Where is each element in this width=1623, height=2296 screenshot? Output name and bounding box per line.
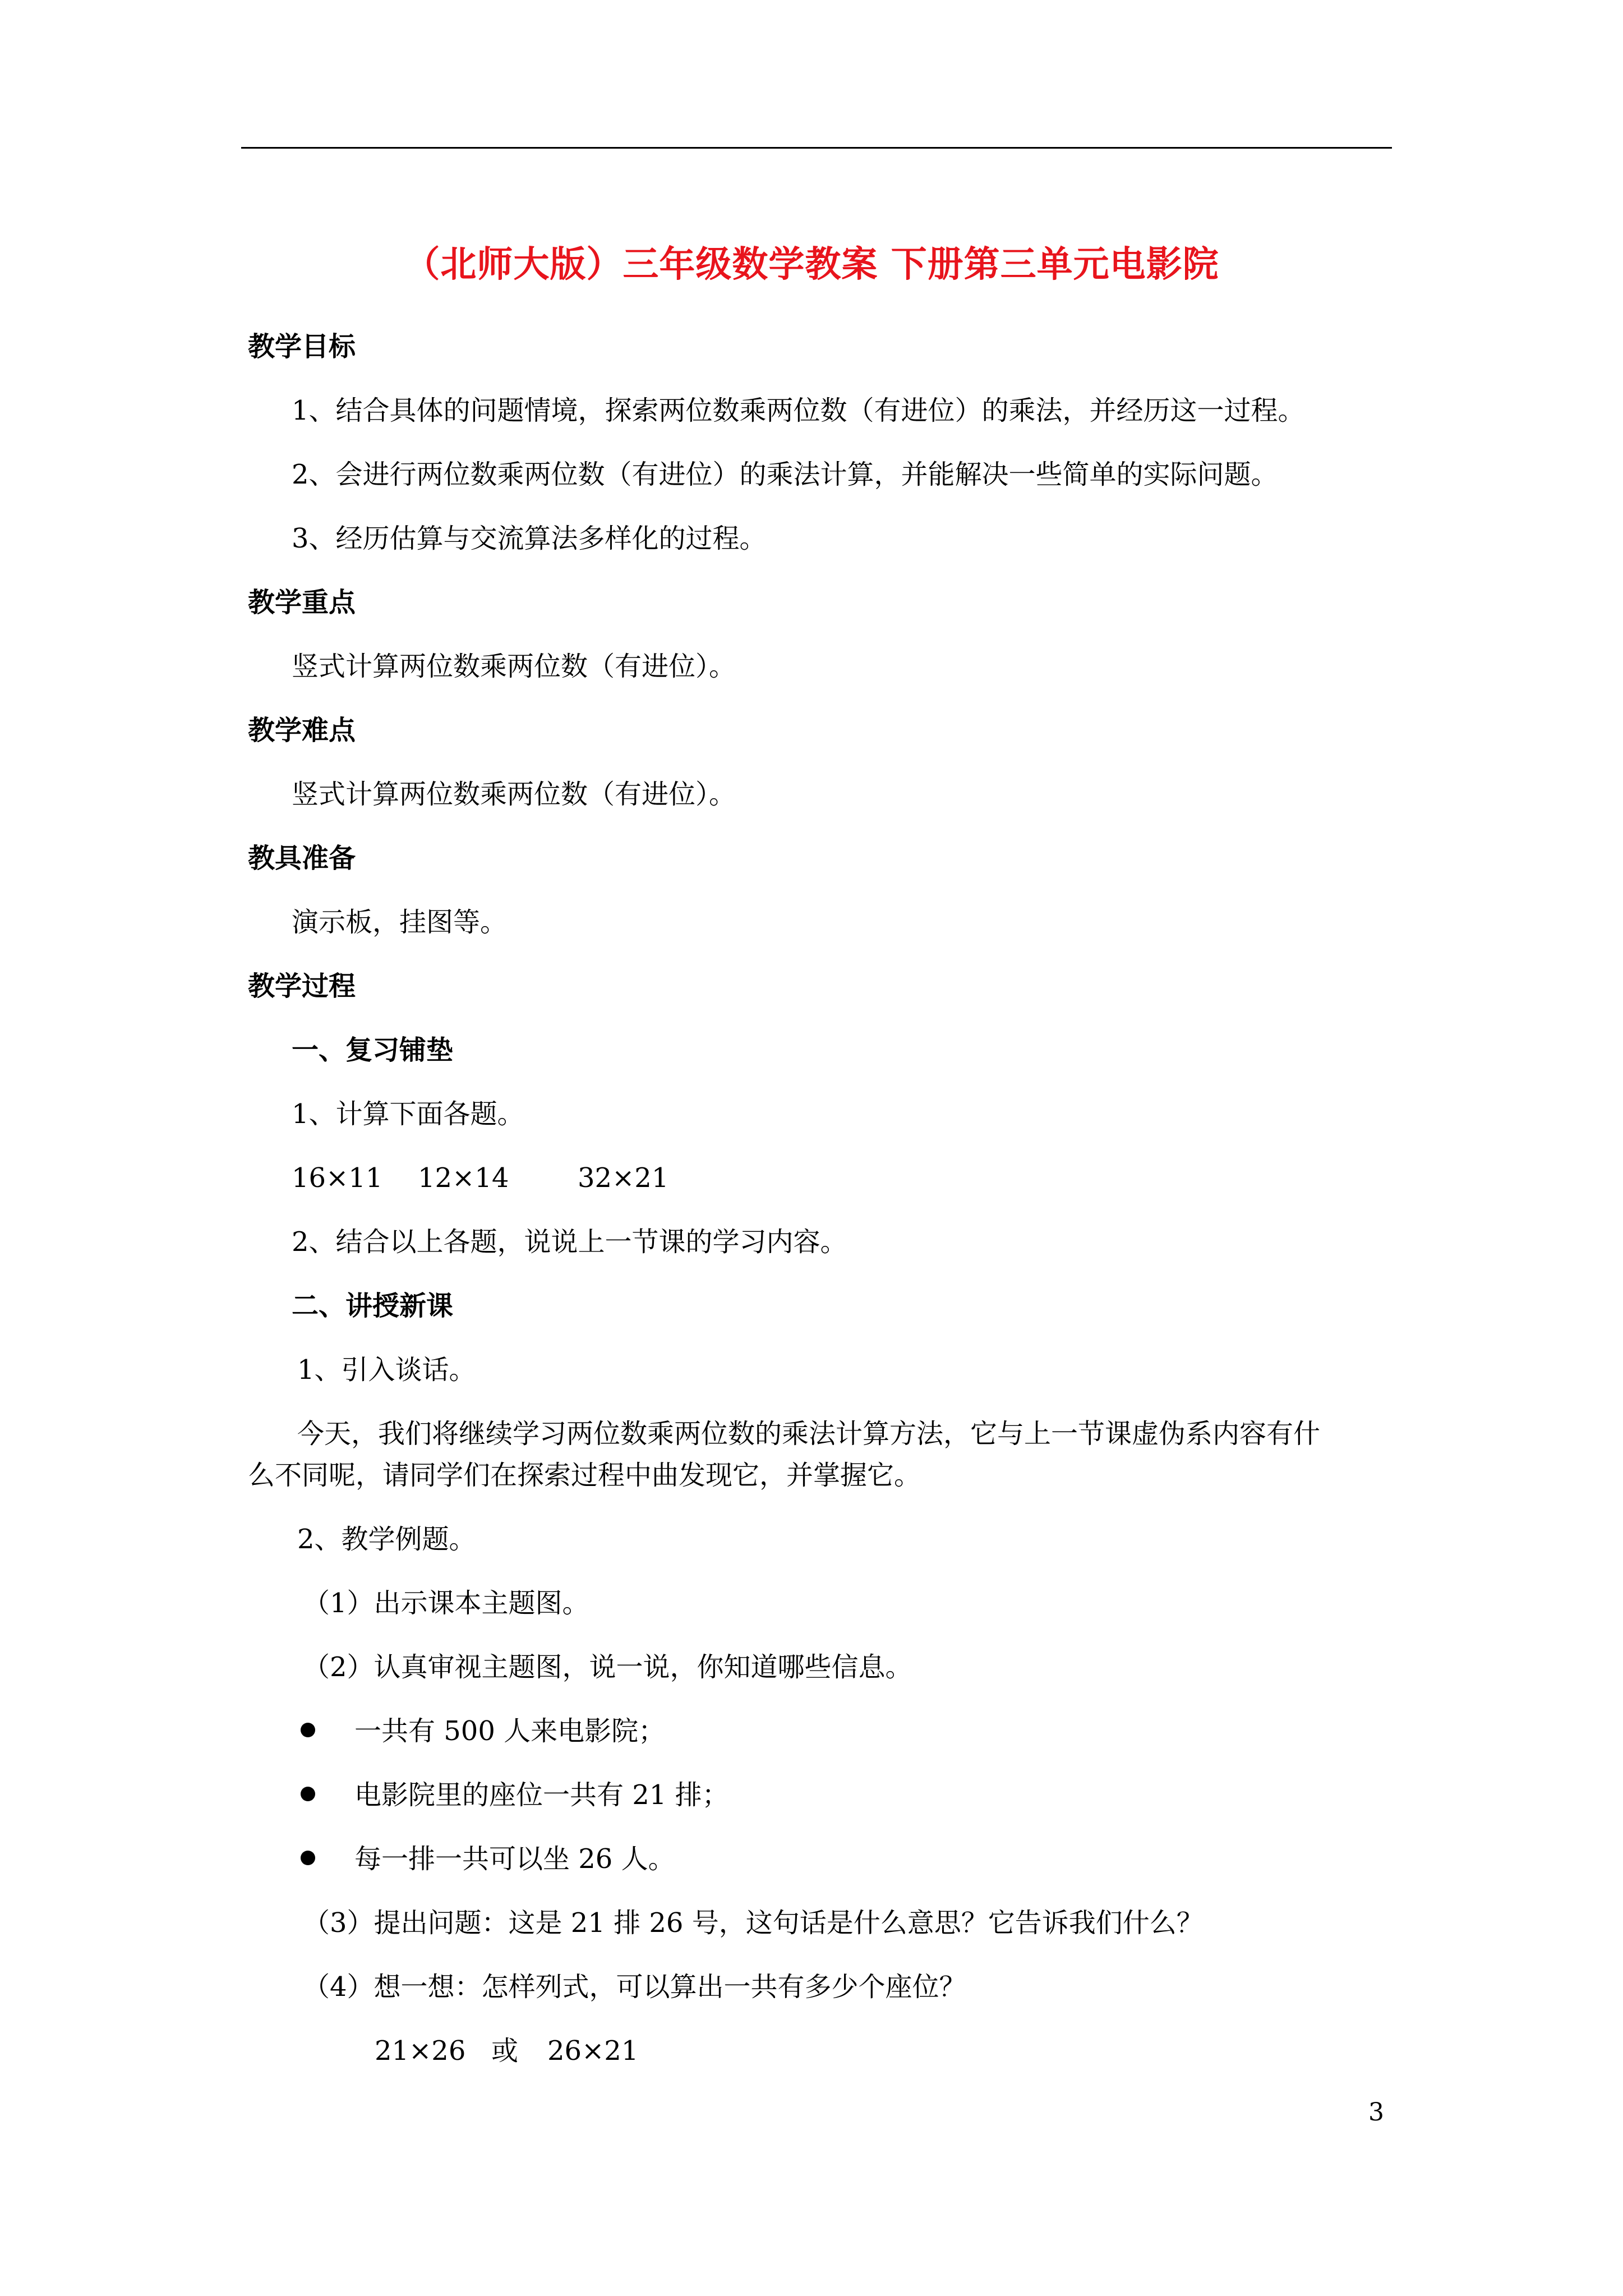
- goals-heading: 教学目标: [248, 331, 356, 362]
- formula-a: 21×26: [375, 2035, 466, 2067]
- step-4: （4）想一想：怎样列式，可以算出一共有多少个座位？: [303, 1971, 966, 2003]
- intro-paragraph-line-1: 今天，我们将继续学习两位数乘两位数的乘法计算方法，它与上一节课虚伪系内容有什: [297, 1418, 1321, 1450]
- new-lesson-heading: 二、讲授新课: [292, 1290, 454, 1322]
- document-title: （北师大版）三年级数学教案 下册第三单元电影院: [404, 243, 1219, 286]
- review-calc-1: 16×11: [292, 1162, 383, 1194]
- step-2: （2）认真审视主题图，说一说，你知道哪些信息。: [303, 1651, 912, 1683]
- example-item: 2、教学例题。: [297, 1524, 476, 1555]
- bullet-item-2: 电影院里的座位一共有 21 排；: [354, 1779, 729, 1811]
- tools-heading: 教具准备: [248, 843, 356, 874]
- key-text: 竖式计算两位数乘两位数（有进位）。: [292, 651, 736, 682]
- review-heading: 一、复习铺垫: [292, 1034, 454, 1066]
- difficulty-text: 竖式计算两位数乘两位数（有进位）。: [292, 779, 736, 810]
- review-calc-3: 32×21: [578, 1162, 669, 1194]
- page-number: 3: [1368, 2098, 1384, 2127]
- key-heading: 教学重点: [248, 587, 356, 618]
- review-item-1: 1、计算下面各题。: [292, 1098, 524, 1130]
- formula-or: 或: [491, 2035, 519, 2067]
- intro-item: 1、引入谈话。: [297, 1354, 476, 1386]
- goal-item-3: 3、经历估算与交流算法多样化的过程。: [292, 523, 767, 554]
- formula-b: 26×21: [547, 2035, 639, 2067]
- bullet-item-1: 一共有 500 人来电影院；: [354, 1715, 666, 1747]
- goal-item-1: 1、结合具体的问题情境，探索两位数乘两位数（有进位）的乘法，并经历这一过程。: [292, 395, 1305, 426]
- bullet-icon: [301, 1851, 315, 1865]
- step-3: （3）提出问题：这是 21 排 26 号，这句话是什么意思？它告诉我们什么？: [303, 1907, 1204, 1939]
- review-item-2: 2、结合以上各题，说说上一节课的学习内容。: [292, 1226, 847, 1258]
- review-calc-2: 12×14: [418, 1162, 509, 1194]
- goal-item-2: 2、会进行两位数乘两位数（有进位）的乘法计算，并能解决一些简单的实际问题。: [292, 459, 1278, 490]
- header-rule: [241, 147, 1392, 149]
- bullet-icon: [301, 1723, 315, 1737]
- bullet-item-3: 每一排一共可以坐 26 人。: [354, 1843, 675, 1875]
- bullet-icon: [301, 1787, 315, 1801]
- intro-paragraph-line-2: 么不同呢，请同学们在探索过程中曲发现它，并掌握它。: [248, 1460, 921, 1491]
- process-heading: 教学过程: [248, 970, 356, 1002]
- step-1: （1）出示课本主题图。: [303, 1588, 589, 1619]
- tools-text: 演示板，挂图等。: [292, 907, 508, 938]
- difficulty-heading: 教学难点: [248, 715, 356, 746]
